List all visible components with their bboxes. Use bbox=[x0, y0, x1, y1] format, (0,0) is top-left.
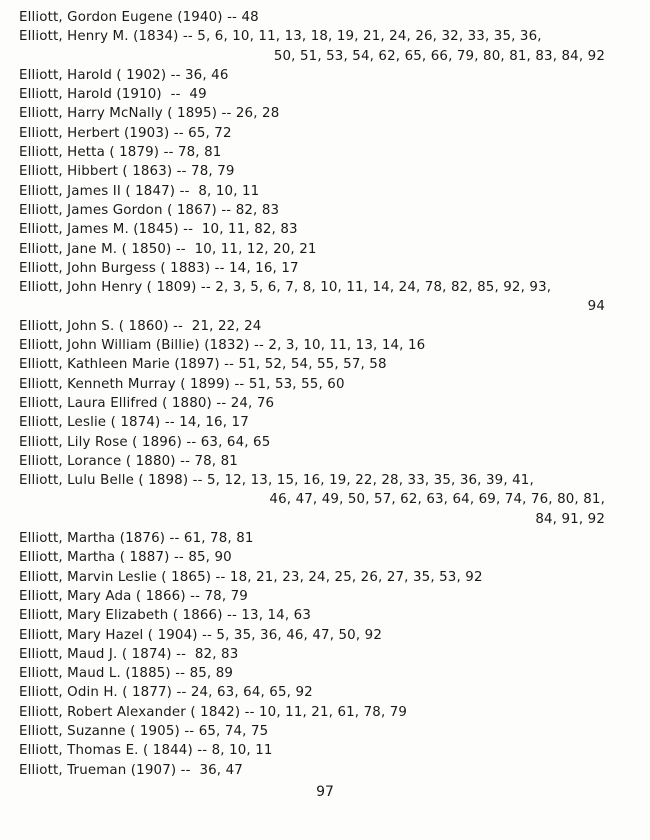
entry-separator: -- bbox=[172, 164, 192, 180]
entry-separator: -- bbox=[178, 29, 198, 45]
entry-separator: -- bbox=[171, 241, 195, 257]
index-entry bbox=[19, 278, 639, 317]
index-entry bbox=[19, 85, 639, 104]
entry-separator: -- bbox=[185, 588, 205, 604]
entry-pages: 82, 83 bbox=[194, 646, 239, 662]
entry-pages: 51, 52, 54, 55, 57, 58 bbox=[238, 357, 387, 373]
entry-pages: 10, 11, 82, 83 bbox=[201, 222, 298, 238]
entry-pages: 5, 12, 13, 15, 16, 19, 22, 28, 33, 35, 36, 39, 41, bbox=[206, 473, 534, 489]
entry-name: Elliott, Robert Alexander ( 1842) bbox=[19, 704, 241, 720]
entry-pages: 5, 6, 10, 11, 13, 18, 19, 21, 24, 26, 32, 33, 35, 36, bbox=[197, 29, 542, 45]
entry-pages: 26, 28 bbox=[235, 106, 280, 122]
entry-pages: 13, 14, 63 bbox=[241, 608, 312, 624]
entry-pages: 61, 78, 81 bbox=[183, 531, 254, 547]
entry-pages: 36, 47 bbox=[199, 762, 243, 778]
entry-name: Elliott, John Burgess ( 1883) bbox=[19, 260, 211, 276]
entry-separator: -- bbox=[211, 569, 230, 585]
entry-name: Elliott, James II ( 1847) bbox=[19, 183, 176, 199]
entry-pages: 85, 90 bbox=[188, 550, 232, 566]
entry-name: Elliott, John S. ( 1860) bbox=[19, 318, 169, 334]
index-entry bbox=[19, 355, 639, 374]
entry-name: Elliott, Harold ( 1902) bbox=[19, 67, 167, 83]
entry-separator: -- bbox=[216, 202, 236, 218]
entry-pages: 48 bbox=[241, 10, 259, 25]
entry-pages-continued: 84, 91, 92 bbox=[535, 511, 605, 527]
index-entry bbox=[19, 104, 639, 123]
index-entry bbox=[19, 240, 639, 259]
entry-name: Elliott, Hibbert ( 1863) bbox=[19, 164, 173, 180]
entry-name: Elliott, Suzanne ( 1905) bbox=[19, 723, 180, 739]
entry-name: Elliott, Mary Hazel ( 1904) bbox=[19, 627, 198, 643]
entry-name: Elliott, Mary Elizabeth ( 1866) bbox=[19, 608, 223, 624]
entry-pages: 49 bbox=[189, 87, 207, 103]
entry-separator: -- bbox=[230, 376, 249, 392]
entry-pages-continued: 94 bbox=[587, 299, 605, 315]
index-entry bbox=[19, 124, 639, 143]
entry-separator: -- bbox=[176, 762, 200, 778]
entry-pages: 8, 10, 11 bbox=[198, 183, 260, 199]
index-entry bbox=[19, 220, 639, 239]
entry-separator: -- bbox=[222, 608, 242, 624]
entry-name: Elliott, James Gordon ( 1867) bbox=[19, 202, 217, 218]
entry-name: Elliott, Jane M. ( 1850) bbox=[19, 241, 172, 257]
entry-pages: 85, 89 bbox=[189, 666, 234, 682]
index-entry bbox=[19, 259, 639, 278]
index-entry bbox=[19, 548, 639, 567]
entry-separator: -- bbox=[169, 125, 189, 141]
index-entry bbox=[19, 703, 639, 722]
entry-separator: -- bbox=[178, 222, 202, 238]
entry-pages: 14, 16, 17 bbox=[229, 260, 299, 276]
entry-pages: 10, 11, 12, 20, 21 bbox=[194, 241, 317, 257]
entry-separator: -- bbox=[160, 415, 180, 431]
entry-pages: 82, 83 bbox=[235, 202, 280, 218]
index-entry bbox=[19, 645, 639, 664]
entry-pages: 24, 76 bbox=[230, 395, 275, 411]
entry-pages-continued: 46, 47, 49, 50, 57, 62, 63, 64, 69, 74, 76, 80, 81, bbox=[269, 492, 605, 508]
entry-separator: -- bbox=[168, 318, 192, 334]
entry-name: Elliott, Lily Rose ( 1896) bbox=[19, 434, 182, 450]
index-entry bbox=[19, 471, 639, 529]
entry-separator: -- bbox=[161, 87, 190, 103]
entry-separator: -- bbox=[172, 685, 191, 701]
entry-pages: 18, 21, 23, 24, 25, 26, 27, 35, 53, 92 bbox=[229, 569, 483, 585]
entry-name: Elliott, Lulu Belle ( 1898) bbox=[19, 473, 189, 489]
entry-name: Elliott, Harold (1910) bbox=[19, 87, 162, 103]
entry-separator: -- bbox=[192, 743, 212, 759]
index-entry bbox=[19, 761, 639, 780]
entry-separator: -- bbox=[169, 550, 189, 566]
entry-pages: 78, 79 bbox=[204, 588, 248, 604]
entry-name: Elliott, John Henry ( 1809) bbox=[19, 280, 197, 296]
entry-pages-continued: 50, 51, 53, 54, 62, 65, 66, 79, 80, 81, 83, 84, 92 bbox=[273, 48, 605, 64]
entry-pages: 10, 11, 21, 61, 78, 79 bbox=[259, 704, 408, 720]
entry-separator: -- bbox=[211, 395, 231, 411]
index-entry bbox=[19, 162, 639, 181]
entry-separator: -- bbox=[210, 260, 230, 276]
entry-pages: 2, 3, 10, 11, 13, 14, 16 bbox=[268, 338, 426, 354]
entry-name: Elliott, Harry McNally ( 1895) bbox=[19, 106, 218, 122]
entry-name: Elliott, Trueman (1907) bbox=[19, 762, 177, 778]
entry-name: Elliott, Maud L. (1885) bbox=[19, 666, 171, 682]
entry-pages: 78, 81 bbox=[177, 145, 222, 161]
index-entry bbox=[19, 201, 639, 220]
entry-name: Elliott, Marvin Leslie ( 1865) bbox=[19, 569, 212, 585]
entry-name: Elliott, Martha ( 1887) bbox=[19, 550, 170, 566]
entry-pages: 2, 3, 5, 6, 7, 8, 10, 11, 14, 24, 78, 82, 85, 92, 93, bbox=[215, 280, 552, 296]
entry-name: Elliott, Herbert (1903) bbox=[19, 125, 170, 141]
entry-pages: 36, 46 bbox=[185, 67, 229, 83]
index-entry bbox=[19, 8, 639, 27]
index-entry bbox=[19, 375, 639, 394]
entry-pages: 65, 74, 75 bbox=[198, 723, 269, 739]
page-number: 97 bbox=[316, 784, 334, 800]
entry-name: Elliott, Gordon Eugene (1940) bbox=[19, 10, 223, 25]
entry-pages: 14, 16, 17 bbox=[179, 415, 249, 431]
entry-separator: -- bbox=[175, 183, 199, 199]
index-entry bbox=[19, 27, 639, 66]
entry-name: Elliott, Leslie ( 1874) bbox=[19, 415, 161, 431]
entry-name: Elliott, Martha (1876) bbox=[19, 531, 166, 547]
index-entry bbox=[19, 568, 639, 587]
index-entry bbox=[19, 143, 639, 162]
entry-pages: 78, 81 bbox=[194, 453, 238, 469]
entry-name: Elliott, John William (Billie) (1832) bbox=[19, 338, 250, 354]
index-entry bbox=[19, 722, 639, 741]
index-entry bbox=[19, 317, 639, 336]
entry-pages: 51, 53, 55, 60 bbox=[248, 376, 345, 392]
entry-pages: 8, 10, 11 bbox=[211, 743, 273, 759]
entry-separator: -- bbox=[159, 145, 178, 161]
index-entry bbox=[19, 433, 639, 452]
index-entry bbox=[19, 626, 639, 645]
entry-separator: -- bbox=[249, 338, 269, 354]
entry-separator: -- bbox=[181, 434, 201, 450]
entry-separator: -- bbox=[222, 10, 242, 25]
entry-name: Elliott, Hetta ( 1879) bbox=[19, 145, 160, 161]
entry-pages: 21, 22, 24 bbox=[191, 318, 262, 334]
entry-name: Elliott, Mary Ada ( 1866) bbox=[19, 588, 186, 604]
entry-separator: -- bbox=[175, 453, 195, 469]
entry-name: Elliott, James M. (1845) bbox=[19, 222, 179, 238]
entry-separator: -- bbox=[170, 666, 190, 682]
index-entry bbox=[19, 683, 639, 702]
index-entry bbox=[19, 394, 639, 413]
entry-name: Elliott, Maud J. ( 1874) bbox=[19, 646, 172, 662]
index-entry bbox=[19, 413, 639, 432]
entry-pages: 78, 79 bbox=[191, 164, 235, 180]
entry-pages: 24, 63, 64, 65, 92 bbox=[190, 685, 313, 701]
entry-name: Elliott, Henry M. (1834) bbox=[19, 29, 179, 45]
entry-name: Elliott, Thomas E. ( 1844) bbox=[19, 743, 193, 759]
index-entry bbox=[19, 182, 639, 201]
index-entry bbox=[19, 664, 639, 683]
entry-separator: -- bbox=[166, 67, 185, 83]
index-entry bbox=[19, 452, 639, 471]
index-entry bbox=[19, 529, 639, 548]
entry-name: Elliott, Kathleen Marie (1897) bbox=[19, 357, 220, 373]
entry-separator: -- bbox=[165, 531, 184, 547]
entry-pages: 65, 72 bbox=[188, 125, 232, 141]
index-entry bbox=[19, 66, 639, 85]
index-entry bbox=[19, 587, 639, 606]
name-index-list bbox=[19, 8, 639, 780]
index-entry bbox=[19, 741, 639, 760]
entry-name: Elliott, Odin H. ( 1877) bbox=[19, 685, 173, 701]
entry-separator: -- bbox=[197, 627, 217, 643]
entry-separator: -- bbox=[179, 723, 199, 739]
entry-separator: -- bbox=[196, 280, 216, 296]
index-entry bbox=[19, 606, 639, 625]
entry-name: Elliott, Kenneth Murray ( 1899) bbox=[19, 376, 231, 392]
entry-separator: -- bbox=[217, 106, 236, 122]
entry-pages: 63, 64, 65 bbox=[200, 434, 271, 450]
index-entry bbox=[19, 336, 639, 355]
entry-separator: -- bbox=[240, 704, 259, 720]
entry-separator: -- bbox=[219, 357, 239, 373]
entry-separator: -- bbox=[188, 473, 207, 489]
entry-name: Elliott, Lorance ( 1880) bbox=[19, 453, 176, 469]
entry-separator: -- bbox=[171, 646, 195, 662]
entry-name: Elliott, Laura Ellifred ( 1880) bbox=[19, 395, 212, 411]
entry-pages: 5, 35, 36, 46, 47, 50, 92 bbox=[216, 627, 383, 643]
